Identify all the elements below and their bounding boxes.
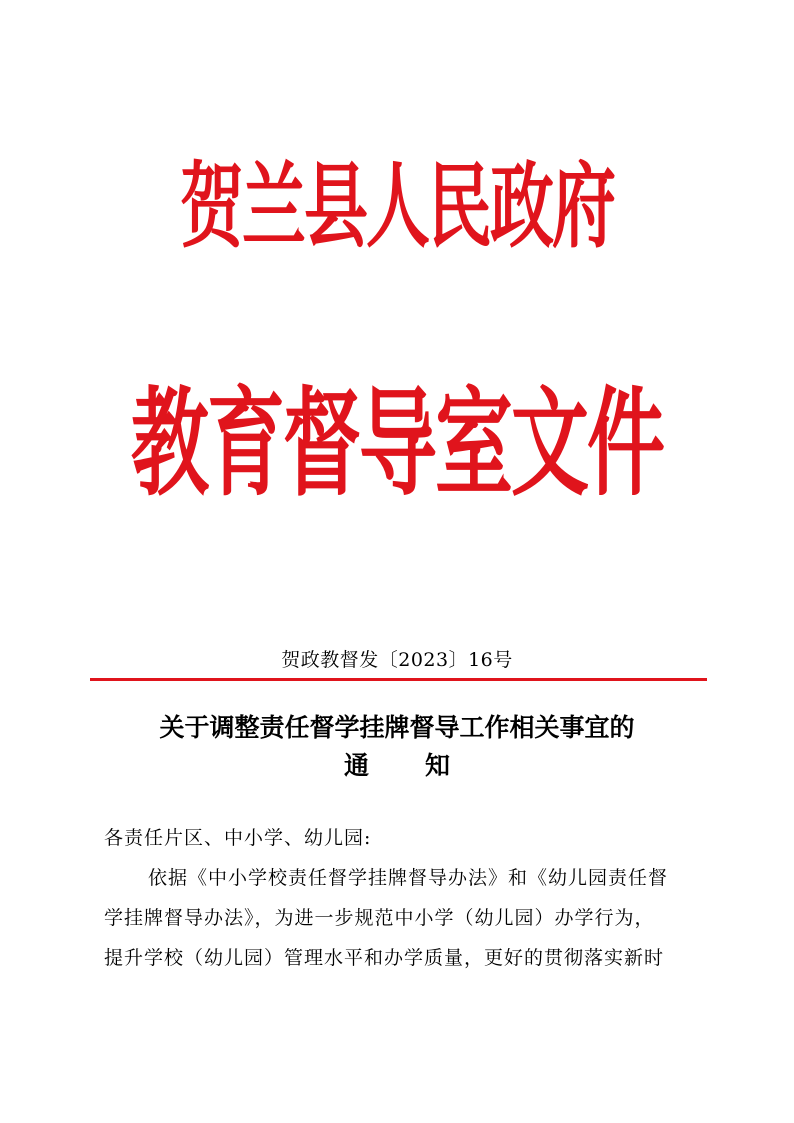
- body-line: 依据《中小学校责任督学挂牌督导办法》和《幼儿园责任督: [148, 867, 669, 889]
- notice-title-word-1: 通: [343, 751, 369, 780]
- notice-title-line1: 关于调整责任督学挂牌督导工作相关事宜的: [159, 713, 635, 742]
- document-number: 贺政教督发〔2023〕16号: [281, 649, 513, 671]
- salutation: 各责任片区、中小学、幼儿园:: [104, 827, 372, 849]
- notice-title-word-2: 知: [425, 751, 451, 780]
- body-line: 学挂牌督导办法》，为进一步规范中小学（幼儿园）办学行为，: [104, 907, 655, 929]
- issuing-organization-line1: 贺兰县人民政府: [180, 152, 614, 262]
- notice-title-line2: [0, 748, 794, 784]
- issuing-organization-line2: 教育督导室文件: [130, 376, 663, 513]
- red-divider-line: [90, 678, 707, 681]
- body-line: 提升学校（幼儿园）管理水平和办学质量，更好的贯彻落实新时: [104, 947, 665, 969]
